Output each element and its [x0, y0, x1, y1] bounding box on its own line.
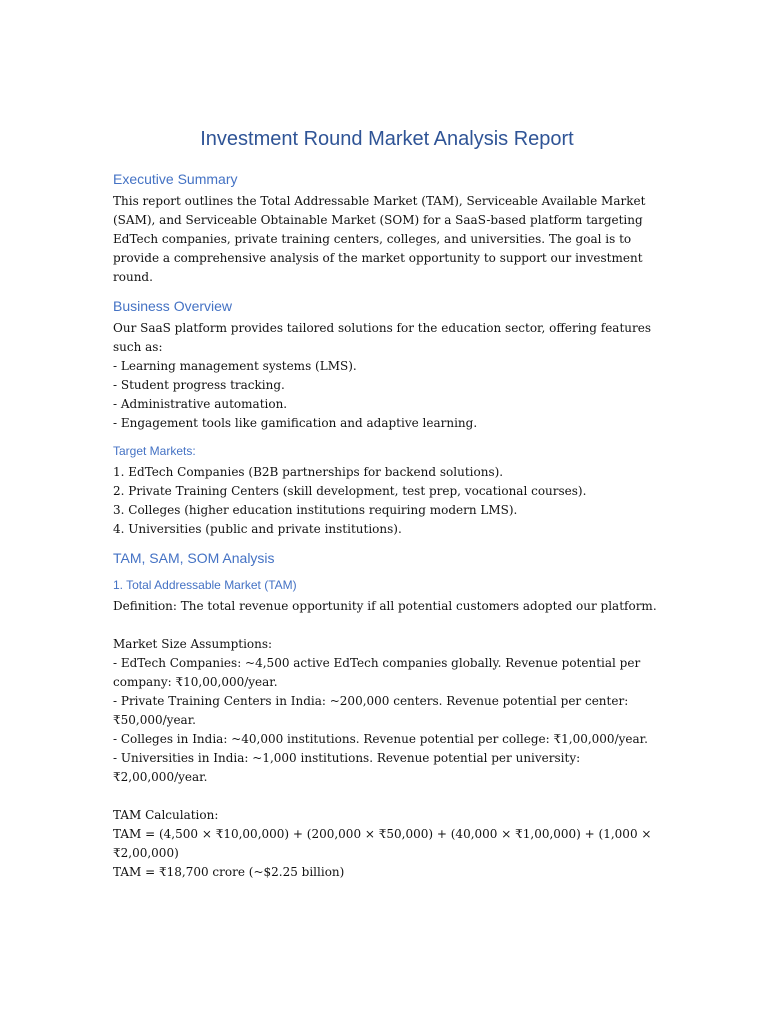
calculation-result: TAM = ₹18,700 crore (~$2.25 billion)	[113, 865, 345, 879]
list-item: 2. Private Training Centers (skill development, test prep, vocational courses).	[113, 484, 587, 498]
list-item: - Student progress tracking.	[113, 378, 285, 392]
executive-summary-body: This report outlines the Total Addressable Market (TAM), Serviceable Available Market (SAM), and Serviceable Obtainable Market (SOM) for a SaaS-based platform targeting EdTech companies, private training centers, colleges, and universities. The goal is to provide a comprehensive analysis of the market opportunity to support our investment round.	[113, 194, 646, 284]
business-overview-intro: Our SaaS platform provides tailored solutions for the education sector, offering features such as:	[113, 321, 652, 354]
document-content	[113, 126, 661, 882]
feature-list	[113, 357, 661, 433]
target-markets-list	[113, 463, 661, 539]
business-overview-heading: Business Overview	[113, 298, 233, 314]
list-item: - Administrative automation.	[113, 397, 288, 411]
list-item: - Engagement tools like gamification and adaptive learning.	[113, 416, 478, 430]
tam-heading: 1. Total Addressable Market (TAM)	[113, 578, 297, 592]
tam-definition: Definition: The total revenue opportunity if all potential customers adopted our platform.	[113, 599, 657, 613]
list-item: - Universities in India: ~1,000 institutions. Revenue potential per university: ₹2,00,000/year.	[113, 751, 581, 784]
list-item: - Colleges in India: ~40,000 institutions. Revenue potential per college: ₹1,00,000/year.	[113, 732, 648, 746]
list-item: 4. Universities (public and private institutions).	[113, 522, 402, 536]
document-title: Investment Round Market Analysis Report	[200, 128, 574, 150]
list-item: 1. EdTech Companies (B2B partnerships for backend solutions).	[113, 465, 504, 479]
list-item: 3. Colleges (higher education institutions requiring modern LMS).	[113, 503, 518, 517]
target-markets-heading: Target Markets:	[113, 444, 196, 458]
executive-summary-heading: Executive Summary	[113, 171, 238, 187]
assumptions-heading: Market Size Assumptions:	[113, 637, 273, 651]
list-item: - Learning management systems (LMS).	[113, 359, 357, 373]
analysis-heading: TAM, SAM, SOM Analysis	[113, 550, 275, 566]
list-item: - Private Training Centers in India: ~200,000 centers. Revenue potential per center: ₹50,000/year.	[113, 694, 629, 727]
assumptions-list	[113, 654, 661, 787]
list-item: - EdTech Companies: ~4,500 active EdTech companies globally. Revenue potential per company: ₹10,00,000/year.	[113, 656, 641, 689]
calculation-formula: TAM = (4,500 × ₹10,00,000) + (200,000 × ₹50,000) + (40,000 × ₹1,00,000) + (1,000 × ₹2,00,000)	[113, 827, 652, 860]
calculation-heading: TAM Calculation:	[113, 808, 219, 822]
